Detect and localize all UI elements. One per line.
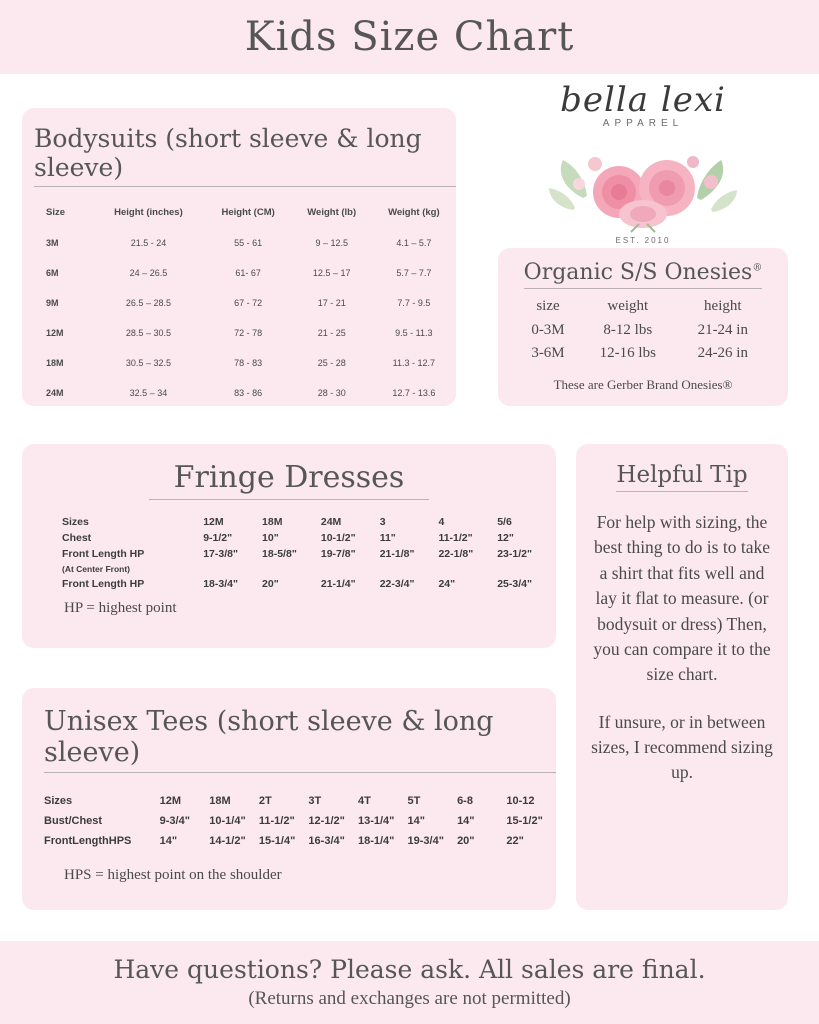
table-row <box>22 348 456 378</box>
cell-chest: 12" <box>497 532 514 544</box>
organic-onesies-panel <box>498 248 788 406</box>
row-label-chest: Chest <box>62 532 92 544</box>
cell-front-length: 22-1/8" <box>438 548 474 560</box>
cell-size: 5/6 <box>497 516 512 528</box>
table-header-row <box>518 297 767 319</box>
cell-height-cm: 55 - 61 <box>234 238 263 248</box>
cell-size: 12M <box>159 795 182 807</box>
cell-weight-lb: 25 - 28 <box>317 358 346 368</box>
cell-front-length: 23-1/2" <box>497 548 532 560</box>
table-row-center-front-note <box>62 562 556 576</box>
cell-front-length: 14-1/2" <box>209 835 246 847</box>
brand-name: bella lexi <box>560 80 726 120</box>
cell-front-length: 18-5/8" <box>262 548 297 560</box>
footer-primary-text: Have questions? Please ask. All sales are final. <box>113 955 706 984</box>
cell-bust-chest: 12-1/2" <box>308 815 345 827</box>
unisex-tees-table <box>44 791 556 851</box>
cell-weight-kg: 9.5 - 11.3 <box>395 328 433 338</box>
row-label-center-front: (At Center Front) <box>62 564 130 574</box>
column-header-height-in: Height (inches) <box>114 207 183 218</box>
column-header-size: Size <box>46 207 66 218</box>
table-row <box>22 378 456 408</box>
row-label-sizes: Sizes <box>44 795 73 807</box>
cell-front-length: 14" <box>159 835 178 847</box>
row-label-front-length: Front Length HP <box>62 548 145 560</box>
column-header-size: size <box>536 298 560 314</box>
cell-weight-lb: 17 - 21 <box>317 298 346 308</box>
cell-bust-chest: 10-1/4" <box>209 815 246 827</box>
cell-bust-chest: 14" <box>407 815 425 827</box>
organic-onesies-table <box>518 297 767 365</box>
brand-logo <box>498 80 788 250</box>
table-row <box>22 318 456 348</box>
cell-front-length: 22" <box>506 835 524 847</box>
helpful-tip-paragraph-2: If unsure, or in between sizes, I recommend sizing up. <box>591 711 773 783</box>
cell-size: 24M <box>46 388 64 398</box>
cell-chest: 10" <box>262 532 279 544</box>
cell-height-in: 26.5 – 28.5 <box>125 298 171 308</box>
page-header <box>0 0 819 74</box>
table-row <box>518 319 767 342</box>
table-row-sizes <box>44 791 556 811</box>
table-row-front-length-2 <box>62 576 556 592</box>
cell-height-in: 28.5 – 30.5 <box>125 328 171 338</box>
cell-bust-chest: 14" <box>457 815 475 827</box>
floral-bouquet-icon <box>543 128 743 233</box>
helpful-tip-title: Helpful Tip <box>616 462 747 492</box>
helpful-tip-panel <box>576 444 788 910</box>
cell-front-length: 21-1/8" <box>379 548 415 560</box>
cell-height: 24-26 in <box>697 345 748 361</box>
cell-front-length-2: 24" <box>438 578 456 590</box>
fringe-dresses-panel <box>22 444 556 648</box>
cell-height-cm: 83 - 86 <box>234 388 263 398</box>
organic-onesies-note: These are Gerber Brand Onesies® <box>553 377 733 392</box>
cell-weight-lb: 28 - 30 <box>317 388 346 398</box>
cell-size: 18M <box>262 516 283 528</box>
cell-front-length: 19-7/8" <box>320 548 356 560</box>
table-row-front-length-1 <box>62 546 556 562</box>
cell-front-length-2: 22-3/4" <box>379 578 415 590</box>
cell-size: 18M <box>46 358 64 368</box>
column-header-weight-kg: Weight (kg) <box>388 207 440 218</box>
cell-size: 3M <box>46 238 59 248</box>
cell-weight: 12-16 lbs <box>599 345 656 361</box>
cell-weight-kg: 5.7 – 7.7 <box>396 268 432 278</box>
cell-size: 12M <box>203 516 224 528</box>
cell-height-cm: 61- 67 <box>235 268 261 278</box>
table-header-row <box>22 201 456 228</box>
cell-weight-lb: 21 - 25 <box>317 328 346 338</box>
unisex-tees-title: Unisex Tees (short sleeve & long sleeve) <box>44 706 556 773</box>
table-row <box>22 228 456 258</box>
cell-bust-chest: 15-1/2" <box>506 815 543 827</box>
cell-size: 6M <box>46 268 59 278</box>
cell-chest: 9-1/2" <box>203 532 233 544</box>
table-row-front-length-hps <box>44 831 556 851</box>
cell-height-in: 24 – 26.5 <box>129 268 168 278</box>
cell-chest: 11-1/2" <box>438 532 473 544</box>
cell-chest: 10-1/2" <box>320 532 356 544</box>
cell-height-cm: 72 - 78 <box>234 328 263 338</box>
cell-front-length-2: 25-3/4" <box>497 578 532 590</box>
organic-title-text: Organic S/S Onesies <box>523 260 753 285</box>
cell-weight-lb: 9 – 12.5 <box>315 238 348 248</box>
cell-bust-chest: 13-1/4" <box>357 815 395 827</box>
cell-chest: 11" <box>379 532 396 544</box>
cell-size: 5T <box>407 795 421 807</box>
cell-size: 9M <box>46 298 59 308</box>
fringe-dresses-table <box>62 514 556 592</box>
cell-size: 12M <box>46 328 64 338</box>
hp-legend: HP = highest point <box>64 600 177 616</box>
cell-height-cm: 78 - 83 <box>234 358 263 368</box>
cell-height-in: 32.5 – 34 <box>129 388 168 398</box>
cell-bust-chest: 11-1/2" <box>258 815 295 827</box>
cell-size: 6-8 <box>457 795 473 807</box>
cell-size: 2T <box>258 795 272 807</box>
table-row-chest <box>62 530 556 546</box>
cell-size: 0-3M <box>531 322 565 338</box>
table-row <box>22 258 456 288</box>
row-label-front-length-hps: FrontLengthHPS <box>44 835 132 847</box>
helpful-tip-paragraph-1: For help with sizing, the best thing to do is to take a shirt that fits well and lay it flat to measure. (or bodysuit or dress) Then, you can compare it to the size chart. <box>593 512 771 685</box>
fringe-dresses-title: Fringe Dresses <box>173 460 405 495</box>
column-header-height-cm: Height (CM) <box>221 207 275 218</box>
bodysuits-table <box>22 201 456 408</box>
cell-size: 3 <box>379 516 386 528</box>
row-label-sizes: Sizes <box>62 516 89 528</box>
cell-size: 4 <box>438 516 445 528</box>
cell-front-length: 20" <box>457 835 475 847</box>
cell-height-in: 30.5 – 32.5 <box>125 358 171 368</box>
hps-legend: HPS = highest point on the shoulder <box>64 867 282 883</box>
footer-secondary-text: (Returns and exchanges are not permitted) <box>248 988 571 1009</box>
cell-front-length: 16-3/4" <box>308 835 345 847</box>
organic-onesies-title <box>524 260 763 289</box>
cell-front-length: 17-3/8" <box>203 548 238 560</box>
bodysuits-panel <box>22 108 456 406</box>
cell-size: 10-12 <box>506 795 535 807</box>
brand-subtitle: APPAREL <box>602 118 684 129</box>
brand-established: EST. 2010 <box>615 236 671 245</box>
cell-front-length: 19-3/4" <box>407 835 444 847</box>
unisex-tees-panel <box>22 688 556 910</box>
table-row <box>518 342 767 365</box>
row-label-bust-chest: Bust/Chest <box>44 815 103 827</box>
cell-size: 18M <box>209 795 231 807</box>
column-header-height: height <box>704 298 742 314</box>
registered-mark: ® <box>752 262 763 274</box>
page-footer <box>0 941 819 1024</box>
table-row <box>22 288 456 318</box>
cell-size: 4T <box>357 795 371 807</box>
cell-height-cm: 67 - 72 <box>234 298 263 308</box>
page-title: Kids Size Chart <box>244 14 575 60</box>
cell-height-in: 21.5 - 24 <box>130 238 167 248</box>
cell-front-length: 15-1/4" <box>258 835 296 847</box>
cell-front-length-2: 18-3/4" <box>203 578 238 590</box>
cell-weight: 8-12 lbs <box>603 322 653 338</box>
cell-size: 3-6M <box>531 345 565 361</box>
cell-weight-kg: 4.1 – 5.7 <box>396 238 432 248</box>
bodysuits-title: Bodysuits (short sleeve & long sleeve) <box>34 124 456 187</box>
cell-height: 21-24 in <box>697 322 748 338</box>
cell-weight-kg: 12.7 - 13.6 <box>392 388 436 398</box>
cell-size: 24M <box>320 516 342 528</box>
cell-weight-kg: 11.3 - 12.7 <box>392 358 436 368</box>
title-divider <box>149 499 429 500</box>
cell-size: 3T <box>308 795 322 807</box>
column-header-weight: weight <box>607 298 649 314</box>
cell-bust-chest: 9-3/4" <box>159 815 190 827</box>
row-label-front-length-2: Front Length HP <box>62 578 145 590</box>
table-row-sizes <box>62 514 556 530</box>
cell-front-length-2: 21-1/4" <box>320 578 356 590</box>
table-row-bust-chest <box>44 811 556 831</box>
cell-front-length: 18-1/4" <box>357 835 395 847</box>
cell-front-length-2: 20" <box>262 578 279 590</box>
cell-weight-lb: 12.5 – 17 <box>312 268 351 278</box>
cell-weight-kg: 7.7 - 9.5 <box>397 298 431 308</box>
column-header-weight-lb: Weight (lb) <box>307 207 357 218</box>
